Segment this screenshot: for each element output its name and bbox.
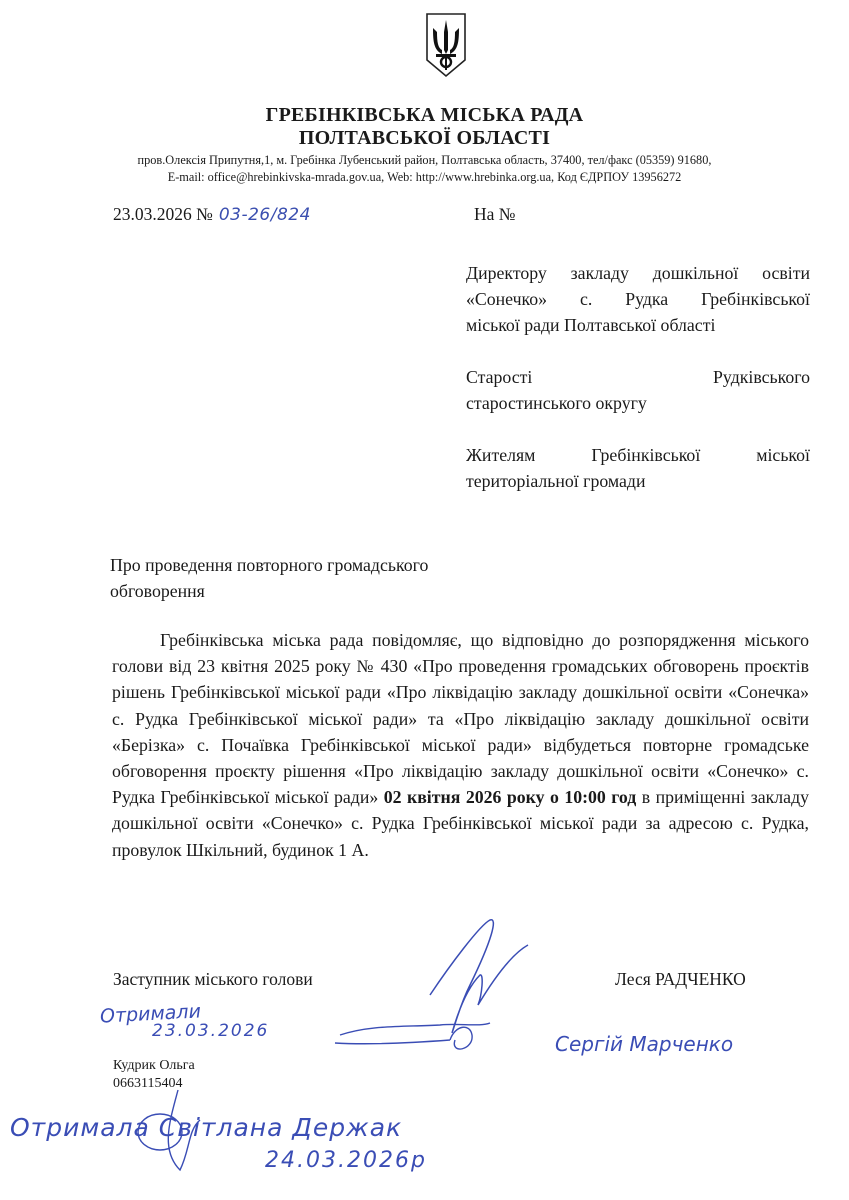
handwritten-received-by-date: 24.03.2026р (265, 1148, 427, 1173)
handwritten-signature-main (410, 915, 530, 1055)
letter-subject (110, 552, 510, 604)
outgoing-date: 23.03.2026 № (113, 204, 213, 224)
recipient-line: старостинського округу (466, 393, 647, 413)
recipient-line: Жителям Гребінківської міської (466, 445, 810, 465)
outgoing-number-handwritten: 03-26/824 (218, 205, 311, 225)
organization-region: ПОЛТАВСЬКОЇ ОБЛАСТІ (298, 127, 551, 149)
recipient-line: Старості Рудківського (466, 367, 810, 387)
coat-of-arms-icon (424, 12, 468, 78)
recipient-line: Директору закладу дошкільної освіти (466, 263, 810, 283)
recipient-residents (466, 442, 810, 494)
executor-info (113, 1057, 195, 1093)
handwritten-received-note: Отримали (99, 1000, 202, 1028)
recipient-director (466, 260, 810, 338)
handwritten-received-by: Отримала Світлана Держак (10, 1113, 403, 1142)
incoming-reference: На № (474, 204, 516, 224)
meeting-datetime: 02 квітня 2026 року о 10:00 год (383, 787, 637, 808)
subject-line: Про проведення повторного громадського (110, 555, 429, 575)
handwritten-signer-name: Сергій Марченко (555, 1032, 734, 1056)
organization-name: ГРЕБІНКІВСЬКА МІСЬКА РАДА (265, 104, 584, 126)
letter-body (112, 627, 809, 863)
subject-line: обговорення (110, 581, 205, 601)
body-text-location: в приміщенні закладу дошкільної освіти «Сонечко» с. Рудка Гребінківської міської ради за адресою с. Рудка, провулок Шкільний, будинок 1 А. (112, 787, 810, 860)
organization-contacts: E-mail: office@hrebinkivska-mrada.gov.ua, Web: http://www.hrebinka.org.ua, Код ЄДРПОУ 13956272 (167, 170, 682, 184)
recipients-block (466, 260, 810, 520)
body-text: Гребінківська міська рада повідомляє, що відповідно до розпорядження міського голови від 23 квітня 2025 року № 430 «Про проведення громадських обговорень проєктів рішень Гребінківської міської ради «Про ліквідацію закладу дошкільної освіти «Сонечка» с. Рудка Гребінківської міської ради» та «Про ліквідацію закладу дошкільної освіти «Берізка» с. Почаївка Гребінківської міської ради» відбудеться повторне громадське обговорення проєкту рішення «Про ліквідацію закладу дошкільної освіти «Сонечко» с. Рудка Гребінківської міської ради» (112, 630, 809, 808)
body-paragraph (112, 627, 809, 863)
signer-name: Леся РАДЧЕНКО (615, 969, 746, 989)
outgoing-registration (113, 204, 311, 225)
recipient-line: міської ради Полтавської області (466, 315, 716, 335)
recipient-starosta (466, 364, 810, 416)
handwritten-initials-scribble (130, 1090, 210, 1200)
executor-phone: 0663115404 (113, 1076, 183, 1091)
organization-address: пров.Олексія Припутня,1, м. Гребінка Лубенський район, Полтавська область, 37400, тел/факс (05359) 91680, (137, 153, 712, 167)
recipient-line: «Сонечко» с. Рудка Гребінківської (466, 289, 810, 309)
executor-name: Кудрик Ольга (113, 1058, 195, 1073)
signer-title: Заступник міського голови (113, 969, 313, 989)
recipient-line: територіальної громади (466, 471, 646, 491)
handwritten-received-date: 23.03.2026 (152, 1021, 270, 1041)
